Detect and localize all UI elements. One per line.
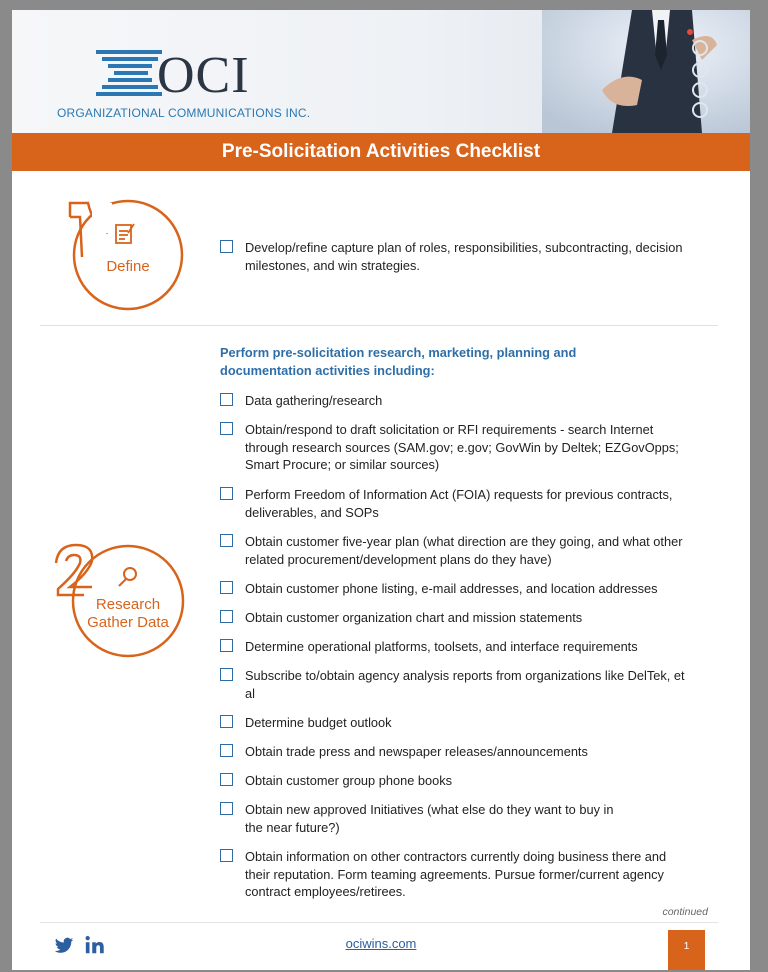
checklist-item[interactable] [220,421,690,474]
checklist-item[interactable] [220,743,690,761]
checkbox[interactable] [220,487,233,500]
checkbox[interactable] [220,610,233,623]
checkbox[interactable] [220,422,233,435]
checklist-item[interactable] [220,848,690,901]
checkbox[interactable] [220,639,233,652]
checklist-item-text: Determine budget outlook [245,715,392,730]
checkbox[interactable] [220,581,233,594]
document-page [12,10,750,970]
footer-divider [40,922,718,923]
continued-note: continued [662,906,708,918]
checklist-item[interactable] [220,486,690,521]
checklist-item[interactable] [220,772,690,790]
document-edit-icon [113,221,139,247]
section-2-badge [48,537,188,662]
checkbox[interactable] [220,802,233,815]
checkbox[interactable] [220,773,233,786]
twitter-icon[interactable] [54,934,74,956]
checklist-title-banner: Pre-Solicitation Activities Checklist [12,133,750,171]
checklist-item-text: Perform Freedom of Information Act (FOIA) requests for previous contracts, deliverables, and SOPs [245,487,673,520]
checkbox[interactable] [220,668,233,681]
checkbox[interactable] [220,240,233,253]
page-number: 1 [668,930,705,970]
checklist-item[interactable] [220,638,690,656]
checklist-item-text: Develop/refine capture plan of roles, responsibilities, subcontracting, decision milestones, and win strategies. [245,240,683,273]
businessman-photo [542,10,750,133]
checklist-item-text: Obtain trade press and newspaper releases/announcements [245,744,588,759]
linkedin-icon[interactable] [84,934,106,956]
section-2-intro: Perform pre-solicitation research, marketing, planning and documentation activities including: [220,345,577,378]
checklist-item-text: Obtain customer phone listing, e-mail addresses, and location addresses [245,581,658,596]
checklist-item-text: Obtain customer group phone books [245,773,453,788]
checklist-item[interactable] [220,801,620,836]
number-1-outline-icon [48,195,188,315]
section-2-label-line2: Gather Data [87,614,169,631]
checkbox[interactable] [220,715,233,728]
checkbox[interactable] [220,393,233,406]
website-link[interactable]: ociwins.com [345,936,417,951]
section-1-label: Define [106,258,150,275]
checkbox[interactable] [220,744,233,757]
checklist-item[interactable] [220,533,690,568]
section-1-badge [48,195,188,315]
checklist-item-text: Data gathering/research [245,393,383,408]
checklist-item-text: Obtain customer organization chart and mission statements [245,610,583,625]
search-icon [116,565,140,589]
header-hero [12,10,750,133]
checklist-item[interactable] [220,609,690,627]
checklist-item-text: Determine operational platforms, toolsets, and interface requirements [245,639,638,654]
checklist-item-text: Obtain new approved Initiatives (what else do they want to buy in the near future?) [245,802,614,835]
checklist-item-text: Obtain information on other contractors currently doing business there and their reputation. Form teaming agreements. Pursue former/current agency contract employees/retirees. [245,849,667,899]
section-divider [40,325,718,326]
section-2-label-line1: Research [95,596,161,613]
checklist-item[interactable] [220,392,690,410]
company-name: ORGANIZATIONAL COMMUNICATIONS INC. [57,106,311,120]
checklist-item[interactable] [220,667,690,702]
checklist-item[interactable] [220,239,690,274]
checklist-item-text: Subscribe to/obtain agency analysis reports from organizations like DelTek, et al [245,668,685,701]
checklist-item[interactable] [220,714,690,732]
checkbox[interactable] [220,534,233,547]
logo-stripes-mark [96,50,162,100]
checklist-item-text: Obtain/respond to draft solicitation or RFI requirements - search Internet through research sources (SAM.gov; e.gov; GovWin by Deltek; EZGovOpps; Smart Procure; or similar sources) [245,422,679,472]
checklist-item-text: Obtain customer five-year plan (what direction are they going, and what other related procurement/development plans do they have) [245,534,683,567]
checklist-item[interactable] [220,580,690,598]
logo-wordmark: OCI [157,47,250,104]
checkbox[interactable] [220,849,233,862]
